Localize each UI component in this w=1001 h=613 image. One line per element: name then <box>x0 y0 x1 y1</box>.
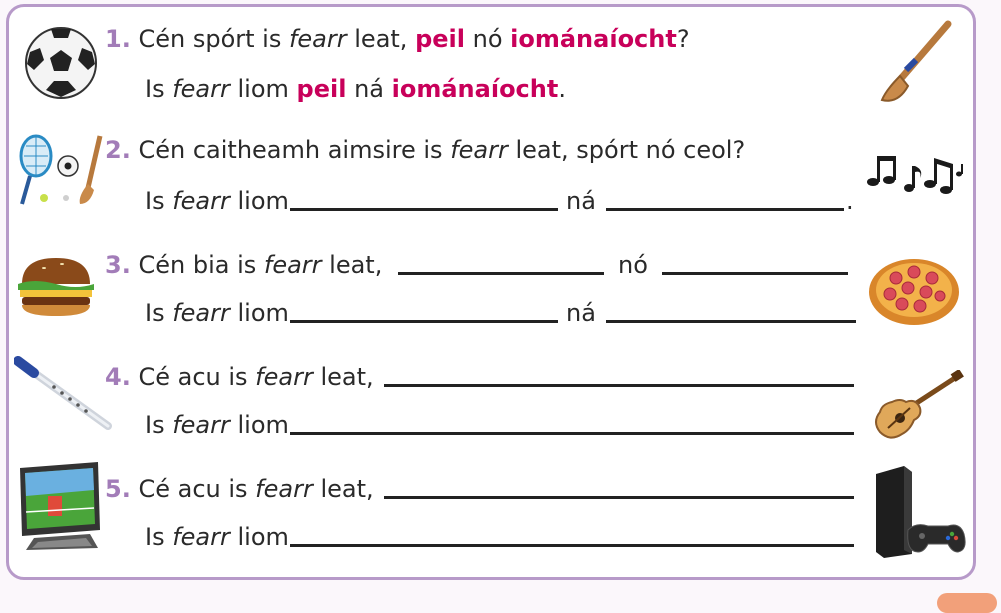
answer-text: Is <box>145 523 173 551</box>
answer-blank[interactable] <box>290 186 558 211</box>
pizza-icon <box>866 256 962 328</box>
full-stop: . <box>846 187 854 215</box>
guitar-icon <box>870 370 964 442</box>
answer-blank[interactable] <box>398 250 604 275</box>
item-number: 4. <box>105 363 131 391</box>
game-console-icon <box>872 464 966 560</box>
answer-blank[interactable] <box>290 298 558 323</box>
question-text: Cén bia is <box>138 251 264 279</box>
question-text: leat, <box>312 475 374 503</box>
answer-blank[interactable] <box>606 298 856 323</box>
answer-text: liom <box>229 187 289 215</box>
question-5 <box>105 474 374 504</box>
answer-text: Is <box>145 411 173 439</box>
answer-blank[interactable] <box>606 186 844 211</box>
question-text: leat, <box>321 251 383 279</box>
item-number: 5. <box>105 475 131 503</box>
or-word: nó <box>618 251 648 279</box>
fearr-word: fearr <box>172 299 230 327</box>
option-word: iománaíocht <box>510 25 677 53</box>
than-word: ná <box>566 299 596 327</box>
question-text: Cé acu is <box>138 363 256 391</box>
answer-1 <box>145 74 566 104</box>
question-4 <box>105 362 374 392</box>
question-text: leat, spórt nó ceol? <box>507 136 746 164</box>
question-3 <box>105 250 382 280</box>
music-notes-icon <box>864 150 968 206</box>
hurley-icon <box>876 20 956 106</box>
fearr-word: fearr <box>288 25 347 53</box>
fearr-word: fearr <box>255 363 313 391</box>
question-text: leat, <box>346 25 416 53</box>
question-text: Cén caitheamh aimsire is <box>138 136 451 164</box>
question-text: Cé acu is <box>138 475 256 503</box>
answer-text: liom <box>229 411 289 439</box>
answer-text: liom <box>229 299 289 327</box>
question-text: Cén spórt is <box>138 25 289 53</box>
question-mark: ? <box>676 25 690 53</box>
question-2 <box>105 135 745 165</box>
fearr-word: fearr <box>172 75 230 103</box>
fearr-word: fearr <box>172 187 230 215</box>
than-word: ná <box>346 75 392 103</box>
answer-text: Is <box>145 75 173 103</box>
answer-blank[interactable] <box>384 362 854 387</box>
item-number: 3. <box>105 251 131 279</box>
option-word: iománaíocht <box>391 75 559 103</box>
than-word: ná <box>566 187 596 215</box>
tin-whistle-icon <box>14 356 114 432</box>
answer-blank[interactable] <box>290 410 854 435</box>
option-word: peil <box>415 25 465 53</box>
fearr-word: fearr <box>172 523 230 551</box>
answer-text: liom <box>229 523 289 551</box>
full-stop: . <box>558 75 566 103</box>
question-1 <box>105 24 690 54</box>
football-icon <box>24 26 98 100</box>
answer-blank[interactable] <box>290 522 854 547</box>
next-page-tab[interactable] <box>937 593 997 613</box>
answer-3 <box>145 298 289 328</box>
television-icon <box>14 460 106 552</box>
fearr-word: fearr <box>450 136 508 164</box>
fearr-word: fearr <box>255 475 313 503</box>
answer-blank[interactable] <box>662 250 848 275</box>
or-word: nó <box>464 25 511 53</box>
fearr-word: fearr <box>263 251 322 279</box>
answer-blank[interactable] <box>384 474 854 499</box>
fearr-word: fearr <box>172 411 230 439</box>
sports-equipment-icon <box>14 132 106 208</box>
answer-5 <box>145 522 289 552</box>
answer-2 <box>145 186 289 216</box>
option-word: peil <box>296 75 347 103</box>
question-text: leat, <box>312 363 374 391</box>
item-number: 2. <box>105 136 131 164</box>
burger-icon <box>14 254 98 320</box>
answer-text: Is <box>145 187 173 215</box>
item-number: 1. <box>105 25 131 53</box>
answer-text: Is <box>145 299 173 327</box>
answer-4 <box>145 410 289 440</box>
answer-text: liom <box>229 75 297 103</box>
